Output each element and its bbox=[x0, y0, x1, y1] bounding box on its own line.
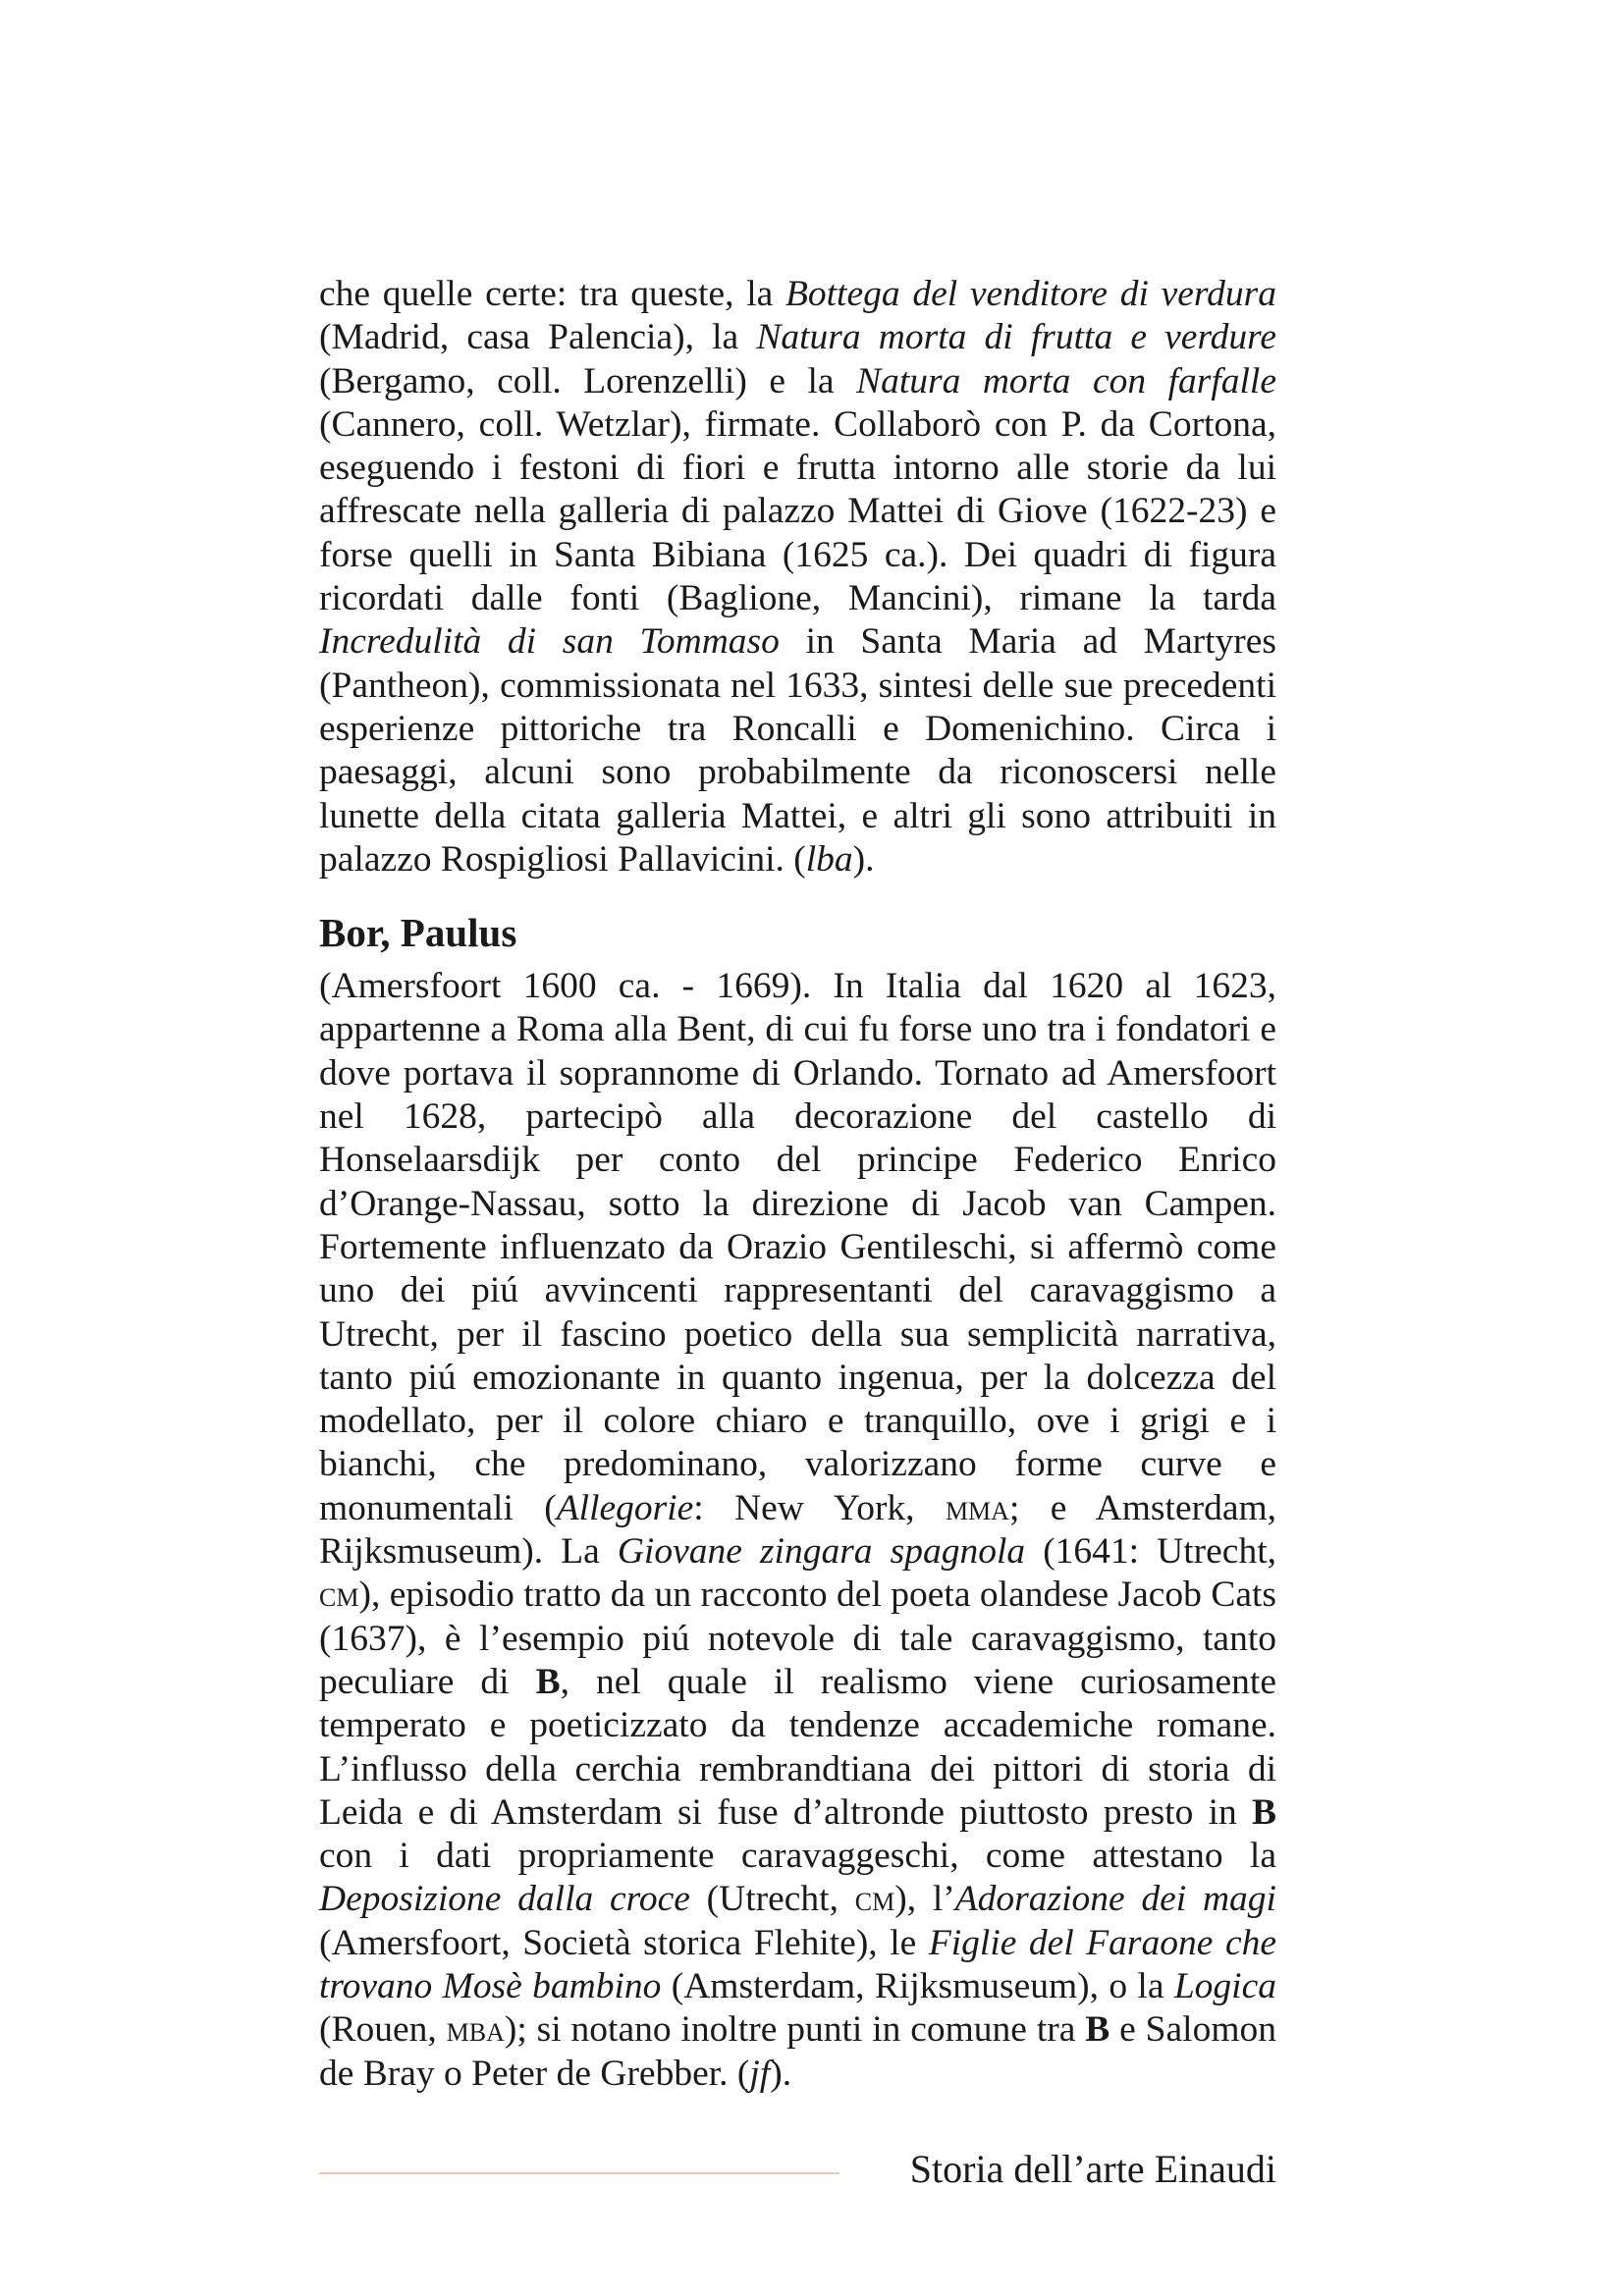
text-run: ); si notano inoltre punti in comune tra bbox=[504, 2009, 1086, 2051]
text-run: ; e Amsterdam, Rijksmuseum). La bbox=[319, 1487, 1277, 1573]
text-run: con i dati propriamente caravaggeschi, come attestano la bbox=[319, 1836, 1276, 1877]
text-run: ). bbox=[852, 838, 875, 880]
text-run: (Rouen, bbox=[319, 2009, 447, 2051]
text-run: (Madrid, casa Palencia), la bbox=[319, 317, 757, 358]
footer-rule bbox=[319, 2172, 839, 2174]
artwork-title: Deposizione dalla croce bbox=[319, 1879, 690, 1920]
text-run: (Amersfoort 1600 ca. - 1669). In Italia dal 1620 al 1623, appartenne a Roma alla Bent, di cui fu forse uno tra i fondatori e dove portava il soprannome di Orlando. Tornato ad Amersfoort nel 1628, partecipò alla decorazione del castello di Honselaarsdijk per conto del principe Federico Enrico d’Orange-Nassau, sotto la direzione di Jacob van Campen. Fortemente influenzato da Orazio Gentileschi, si affermò come uno dei piú avvincenti rappresentanti del caravaggismo a Utrecht, per il fascino poetico della sua semplicità narrativa, tanto piú emozionante in quanto ingenua, per la dolcezza del modellato, per il colore chiaro e tranquillo, ove i grigi e i bianchi, che predominano, valorizzano forme curve e monumentali ( bbox=[319, 966, 1276, 1528]
previous-entry-continuation bbox=[319, 273, 1276, 881]
text-column bbox=[319, 273, 1276, 2096]
text-run: (Cannero, coll. Wetzlar), firmate. Collaborò con P. da Cortona, eseguendo i festoni di fiori e frutta intorno alle storie da lui affrescate nella galleria di palazzo Mattei di Giove (1622-23) e forse quelli in Santa Bibiana (1625 ca.). Dei quadri di figura ricordati dalle fonti (Baglione, Mancini), rimane la tarda bbox=[319, 403, 1276, 619]
text-run: (1641: Utrecht, bbox=[1025, 1531, 1276, 1573]
author-initials: lba bbox=[805, 838, 853, 880]
entry-heading: Bor, Paulus bbox=[319, 910, 517, 956]
text-run: ), episodio tratto da un racconto del poeta olandese Jacob Cats (1637), è l’esempio piú notevole di tale caravaggismo, tanto peculiare di bbox=[319, 1575, 1276, 1702]
artwork-title: Giovane zingara spagnola bbox=[617, 1531, 1026, 1573]
text-run: (Amersfoort, Società storica Flehite), le bbox=[319, 1922, 929, 1963]
text-run: , nel quale il realismo viene curiosamente temperato e poeticizzato da tendenze accademiche romane. L’influsso della cerchia rembrandtiana dei pittori di storia di Leida e di Amsterdam si fuse d’altronde piuttosto presto in bbox=[319, 1661, 1276, 1833]
entry-body bbox=[319, 965, 1276, 2096]
text-run: ). bbox=[770, 2053, 792, 2094]
artwork-title: Natura morta di frutta e verdure bbox=[756, 317, 1276, 358]
artwork-title: Natura morta con farfalle bbox=[856, 360, 1276, 401]
text-run: che quelle certe: tra queste, la bbox=[319, 274, 785, 314]
footer-title: Storia dell’arte Einaudi bbox=[909, 2147, 1276, 2191]
artwork-title: Incredulità di san Tommaso bbox=[319, 621, 780, 663]
subject-abbreviation: B bbox=[1251, 1791, 1276, 1833]
artwork-title: Logica bbox=[1173, 1965, 1276, 2006]
author-initials: jf bbox=[749, 2053, 771, 2094]
artwork-title: Adorazione dei magi bbox=[954, 1879, 1276, 1920]
text-run: : New York, bbox=[693, 1487, 946, 1528]
text-run: (Utrecht, bbox=[689, 1879, 855, 1920]
museum-abbreviation: cm bbox=[854, 1879, 895, 1920]
subject-abbreviation: B bbox=[1085, 2009, 1110, 2051]
text-run: (Bergamo, coll. Lorenzelli) e la bbox=[319, 360, 857, 401]
text-run: ), l’ bbox=[894, 1879, 955, 1920]
text-run: (Amsterdam, Rijksmuseum), o la bbox=[661, 1965, 1174, 2006]
museum-abbreviation: mma bbox=[945, 1487, 1009, 1528]
artwork-title: Bottega del venditore di verdura bbox=[784, 274, 1276, 314]
artwork-title: Figlie del Faraone che trovano Mosè bambino bbox=[319, 1922, 1276, 2006]
text-run: e Salomon de Bray o Peter de Grebber. ( bbox=[319, 2009, 1276, 2094]
artwork-title: Allegorie bbox=[556, 1487, 694, 1528]
museum-abbreviation: mba bbox=[446, 2009, 505, 2051]
museum-abbreviation: cm bbox=[319, 1575, 359, 1616]
subject-abbreviation: B bbox=[535, 1661, 561, 1702]
text-run: in Santa Maria ad Martyres (Pantheon), commissionata nel 1633, sintesi delle sue precedenti esperienze pittoriche tra Roncalli e Domenichino. Circa i paesaggi, alcuni sono probabilmente da riconoscersi nelle lunette della citata galleria Mattei, e altri gli sono attribuiti in palazzo Rospigliosi Pallavicini. ( bbox=[319, 621, 1276, 880]
